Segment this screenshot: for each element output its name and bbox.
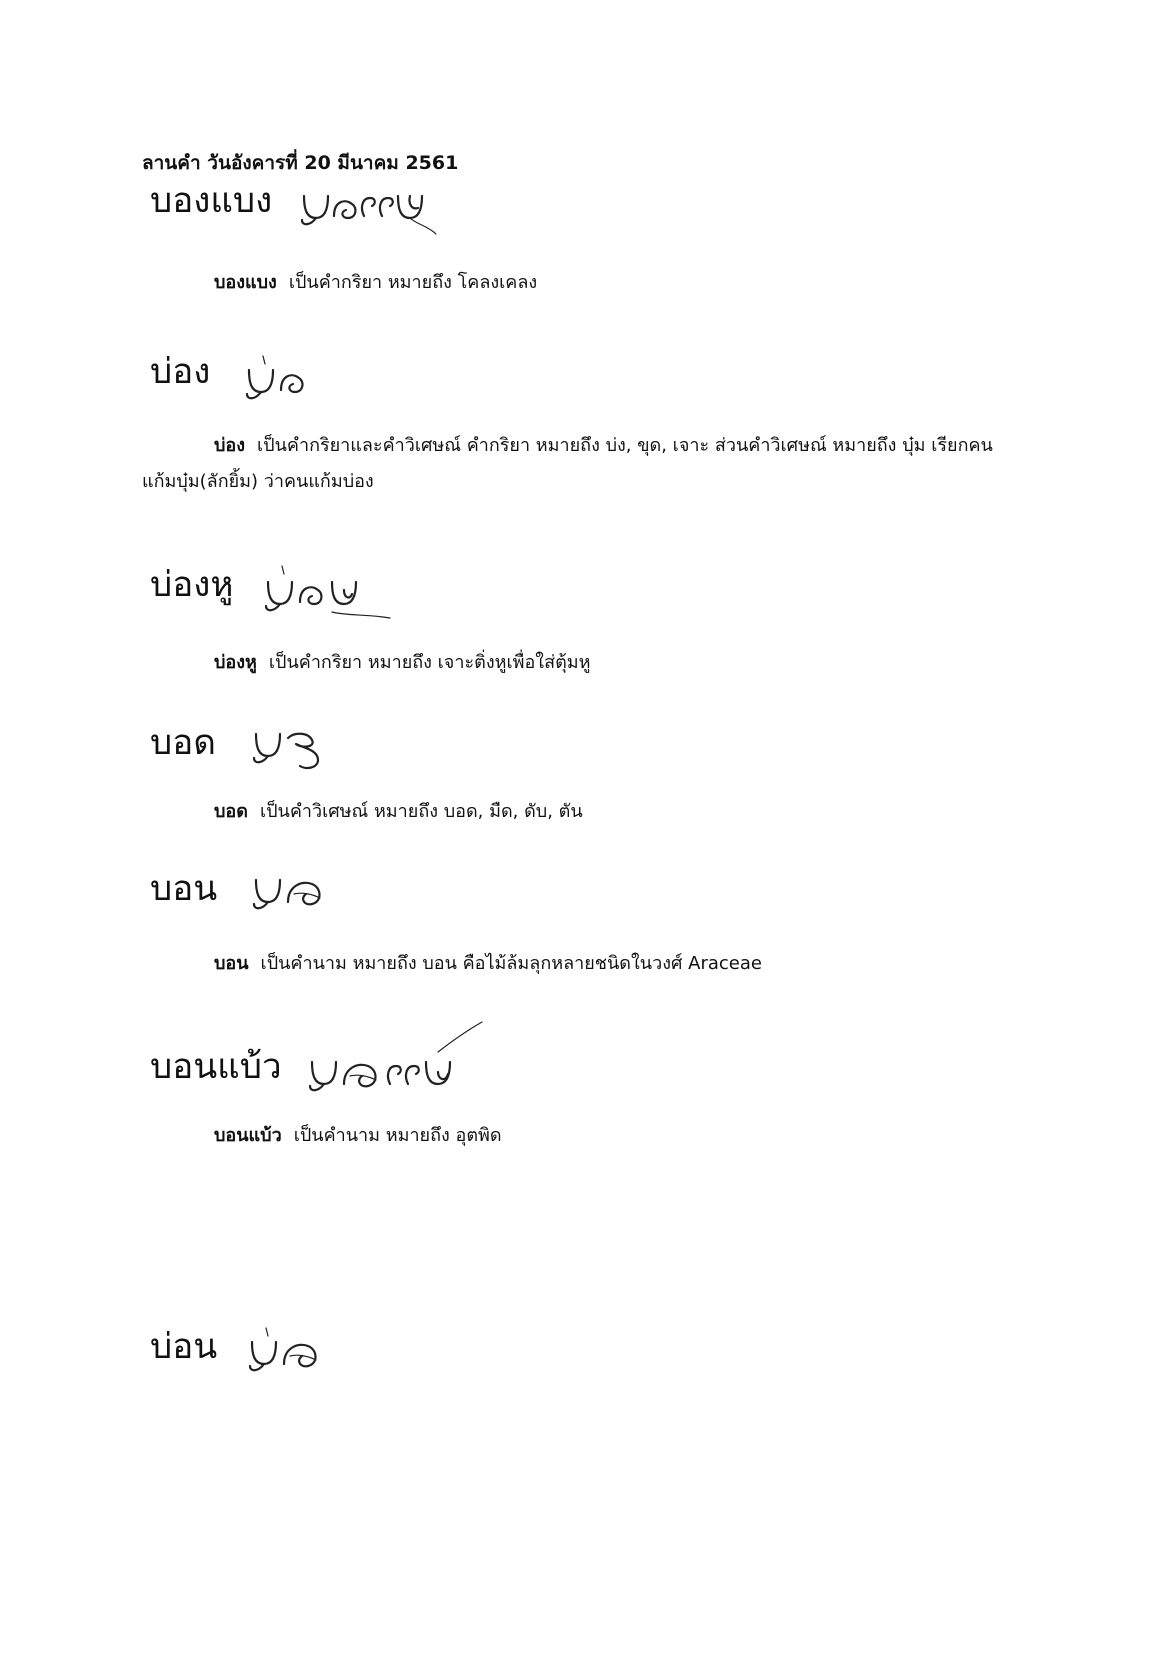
entry-definition [142,794,1022,830]
headword: บ่อน [150,1327,218,1367]
entry-definition [142,265,1022,301]
entry-term: บอน [214,953,249,974]
definition-text: เป็นคำนาม หมายถึง อุตพิด [293,1125,502,1146]
headword: บอด [150,723,216,763]
entry-definition [142,946,1022,982]
headword: บอนแบ้ว [150,1047,282,1087]
entry-term: บ่องหู [214,652,257,673]
tai-tham-script-bon-tone-icon [246,1322,336,1382]
document-title: ลานคำ วันอังคารที่ 20 มีนาคม 2561 [142,152,459,174]
entry-definition [142,428,1022,500]
definition-text: เป็นคำกริยา หมายถึง เจาะติ่งหูเพื่อใส่ตุ้มหู [268,652,591,673]
tai-tham-script-bonbaeo-icon [306,1018,496,1108]
tai-tham-script-bot-icon [250,718,340,778]
entry-term: บ่อง [214,435,246,456]
entry-definition [142,645,1022,681]
definition-text: เป็นคำนาม หมายถึง บอน คือไม้ล้มลุกหลายชนิดในวงศ์ Araceae [260,953,762,974]
entry-definition [142,1118,1022,1154]
tai-tham-script-bonghu-icon [262,560,402,630]
definition-text: เป็นคำวิเศษณ์ หมายถึง บอด, มืด, ดับ, ตัน [259,801,583,822]
entry-term: บองแบง [214,272,277,293]
headword: บ่อง [150,352,211,392]
tai-tham-script-bong-icon [243,350,333,410]
headword: บองแบง [150,181,273,221]
entry-term: บอนแบ้ว [214,1125,282,1146]
definition-text: เป็นคำกริยา หมายถึง โคลงเคลง [288,272,538,293]
tai-tham-script-bon-icon [250,864,340,924]
tai-tham-script-bongbaeng-icon [298,178,458,238]
headword: บอน [150,869,218,909]
definition-text: เป็นคำกริยาและคำวิเศษณ์ คำกริยา หมายถึง บ่ง, ขุด, เจาะ ส่วนคำวิเศษณ์ หมายถึง บุ๋ม เรียกคนแก้มบุ๋ม(ลักยิ้ม) ว่าคนแก้มบ่อง [142,435,993,492]
entry-term: บอด [214,801,248,822]
headword: บ่องหู [150,565,234,605]
